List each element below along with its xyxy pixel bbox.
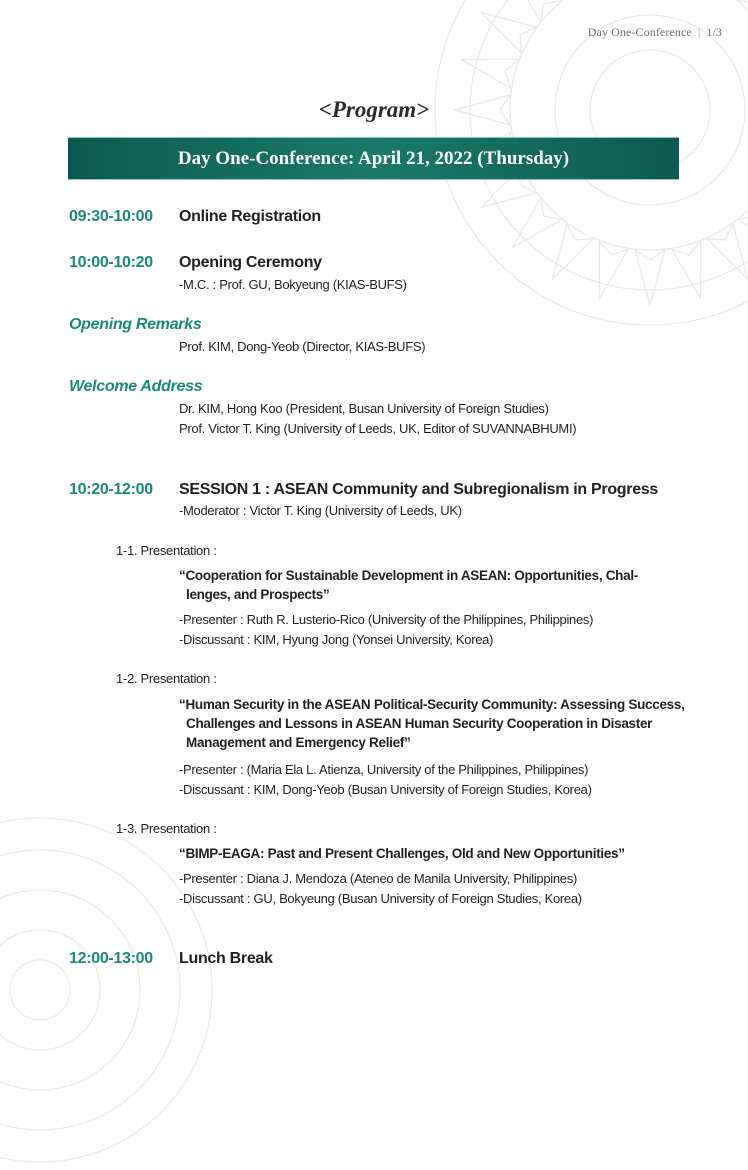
presentation-presenter: -Presenter : Diana J. Mendoza (Ateneo de Manila University, Philippines) — [179, 871, 577, 886]
presentation-discussant: -Discussant : GU, Bokyeung (Busan University of Foreign Studies, Korea) — [179, 891, 582, 906]
lunch-title: Lunch Break — [179, 950, 273, 967]
session1-title: SESSION 1 : ASEAN Community and Subregionalism in Progress — [179, 481, 658, 498]
presentation-title — [179, 844, 699, 863]
presentation-discussant: -Discussant : KIM, Dong-Yeob (Busan University of Foreign Studies, Korea) — [179, 782, 592, 797]
header-separator: | — [697, 25, 701, 39]
registration-title: Online Registration — [179, 208, 321, 225]
presentation-title-line: “Cooperation for Sustainable Development in ASEAN: Opportunities, Chal- — [179, 568, 638, 583]
presentation-label: 1-1. Presentation : — [116, 543, 217, 558]
welcome-address-label: Welcome Address — [69, 378, 203, 395]
opening-remarks-speaker: Prof. KIM, Dong-Yeob (Director, KIAS-BUFS) — [179, 339, 426, 354]
presentation-title-line: lenges, and Prospects” — [186, 587, 330, 602]
lunch-time: 12:00-13:00 — [69, 950, 153, 967]
opening-title: Opening Ceremony — [179, 254, 322, 271]
presentation-title-line: “BIMP-EAGA: Past and Present Challenges, Old and New Opportunities” — [179, 846, 625, 861]
presentation-title-line: Challenges and Lessons in ASEAN Human Security Cooperation in Disaster — [186, 716, 653, 731]
presentation-discussant: -Discussant : KIM, Hyung Jong (Yonsei University, Korea) — [179, 632, 494, 647]
presentation-title — [179, 566, 699, 604]
session1-time: 10:20-12:00 — [69, 481, 153, 498]
opening-mc: -M.C. : Prof. GU, Bokyeung (KIAS-BUFS) — [179, 277, 407, 292]
running-header — [588, 25, 722, 40]
presentation-presenter: -Presenter : (Maria Ela L. Atienza, University of the Philippines, Philippines) — [179, 762, 589, 777]
welcome-speaker: Prof. Victor T. King (University of Leeds, UK, Editor of SUVANNABHUMI) — [179, 421, 577, 436]
program-title: <Program> — [318, 97, 430, 122]
registration-time: 09:30-10:00 — [69, 208, 153, 225]
presentation-title-line: “Human Security in the ASEAN Political-Security Community: Assessing Success, — [179, 697, 685, 712]
header-page-number: 1/3 — [706, 25, 722, 39]
opening-time: 10:00-10:20 — [69, 254, 153, 271]
welcome-speaker: Dr. KIM, Hong Koo (President, Busan University of Foreign Studies) — [179, 401, 549, 416]
opening-remarks-label: Opening Remarks — [69, 316, 202, 333]
presentation-title-line: Management and Emergency Relief” — [186, 735, 411, 750]
header-doc-name: Day One-Conference — [587, 25, 692, 39]
session1-moderator: -Moderator : Victor T. King (University of Leeds, UK) — [179, 503, 462, 518]
presentation-title — [179, 695, 699, 752]
presentation-label: 1-2. Presentation : — [116, 671, 217, 686]
day-banner: Day One-Conference: April 21, 2022 (Thursday) — [68, 137, 679, 180]
mandala-ornament-bottom-left — [0, 810, 220, 1170]
presentation-presenter: -Presenter : Ruth R. Lusterio-Rico (University of the Philippines, Philippines) — [179, 612, 594, 627]
presentation-label: 1-3. Presentation : — [116, 821, 217, 836]
